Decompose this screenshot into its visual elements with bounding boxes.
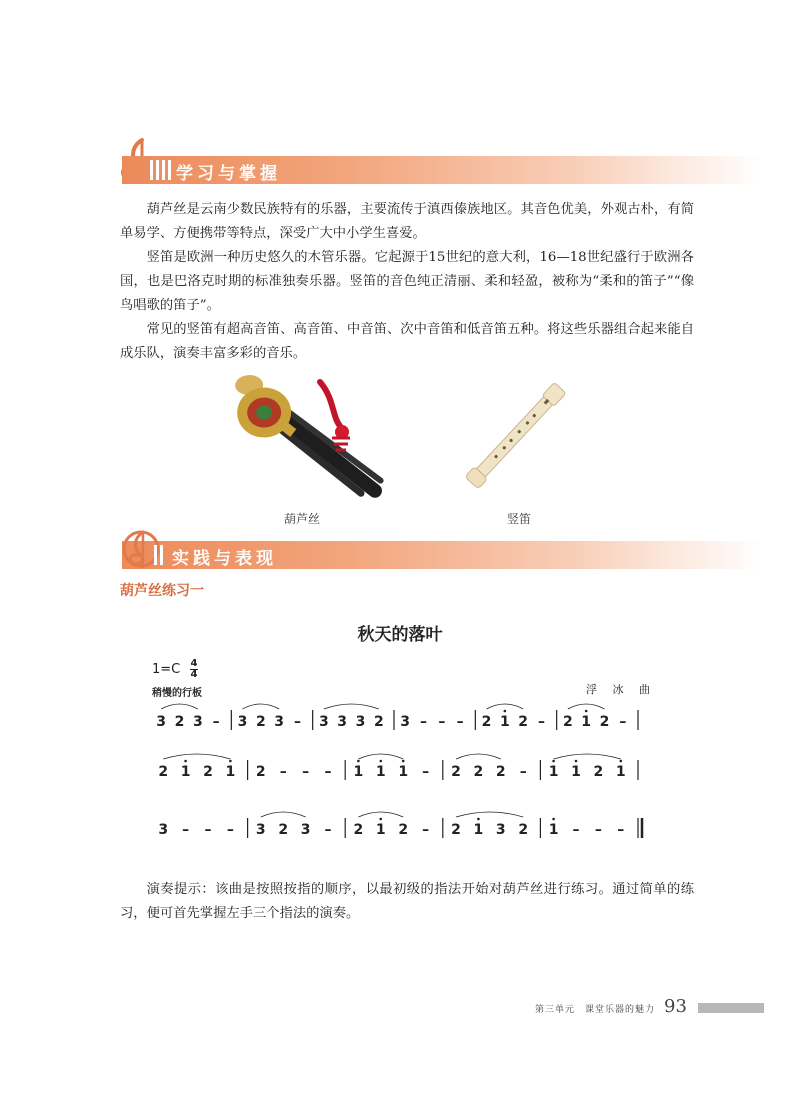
slur — [487, 704, 524, 709]
note: 1 — [375, 764, 386, 780]
section-title: 实践与表现 — [172, 549, 277, 569]
note: 1 — [548, 764, 559, 780]
slur — [456, 754, 501, 759]
note: 3 — [274, 714, 285, 730]
dash-note: – — [420, 714, 427, 730]
note: 2 — [158, 764, 169, 780]
note: 2 — [473, 764, 484, 780]
dash-note: – — [422, 822, 430, 838]
dash-note: – — [617, 822, 625, 838]
note: 1 — [571, 764, 581, 780]
note: 1 — [473, 822, 484, 838]
note: 2 — [255, 714, 266, 730]
slur — [261, 812, 306, 817]
note: 3 — [156, 714, 167, 730]
note: 1 — [615, 764, 626, 780]
dash-note: – — [538, 714, 545, 730]
performance-hint: 演奏提示：该曲是按照按指的顺序，以最初级的指法开始对葫芦丝进行练习。通过简单的练习，便可首先掌握左手三个指法的演奏。 — [120, 882, 694, 921]
tempo-marking: 稍慢的行板 — [152, 688, 202, 699]
song-title: 秋天的落叶 — [357, 625, 443, 645]
dash-note: – — [422, 764, 430, 780]
high-octave-dot — [357, 760, 360, 763]
slur — [163, 754, 230, 759]
high-octave-dot — [229, 760, 232, 763]
unit-label: 第三单元 课堂乐器的魅力 — [535, 1005, 656, 1015]
high-octave-dot — [380, 818, 383, 821]
slur — [358, 812, 403, 817]
time-denominator: 4 — [190, 669, 198, 680]
slur — [161, 704, 198, 709]
note: 3 — [318, 714, 329, 730]
high-octave-dot — [575, 760, 578, 763]
paragraph-hulusi: 葫芦丝是云南少数民族特有的乐器，主要流传于滇西傣族地区。其音色优美，外观古朴，有简单易学、方便携带等特点，深受广大中小学生喜爱。 — [120, 202, 694, 241]
note: 2 — [518, 714, 529, 730]
dash-note: – — [519, 764, 527, 780]
note: 3 — [400, 714, 411, 730]
note: 2 — [398, 822, 409, 838]
note: 3 — [255, 822, 266, 838]
high-octave-dot — [184, 760, 187, 763]
note: 3 — [158, 822, 169, 838]
note: 3 — [355, 714, 366, 730]
note: 2 — [255, 764, 266, 780]
dash-note: – — [438, 714, 446, 730]
note: 2 — [203, 764, 213, 780]
dash-note: – — [279, 764, 287, 780]
composer: 浮 冰 曲 — [586, 683, 656, 696]
note: 2 — [451, 822, 461, 838]
recorder-caption: 竖笛 — [507, 512, 532, 526]
note: 1 — [225, 764, 236, 780]
high-octave-dot — [477, 818, 480, 821]
slur — [554, 754, 621, 759]
high-octave-dot — [380, 760, 383, 763]
note: 1 — [180, 764, 191, 780]
high-octave-dot — [402, 760, 405, 763]
note: 2 — [174, 714, 185, 730]
note: 2 — [593, 764, 604, 780]
dash-note: – — [226, 822, 234, 838]
page-number: 93 — [664, 996, 687, 1017]
dash-note: – — [594, 822, 602, 838]
exercise-label: 葫芦丝练习一 — [120, 583, 204, 599]
time-numerator: 4 — [190, 658, 198, 669]
note: 2 — [481, 714, 492, 730]
key-signature: 1=C — [152, 662, 181, 677]
note: 2 — [278, 822, 289, 838]
hulusi-caption: 葫芦丝 — [284, 512, 321, 526]
note: 2 — [518, 822, 529, 838]
high-octave-dot — [552, 818, 555, 821]
paragraph-recorder-types: 常见的竖笛有超高音笛、高音笛、中音笛、次中音笛和低音笛五种。将这些乐器组合起来能自成乐队，演奏丰富多彩的音乐。 — [120, 322, 694, 361]
slur — [456, 812, 523, 817]
high-octave-dot — [585, 710, 588, 713]
note: 1 — [375, 822, 386, 838]
page-bar — [698, 1003, 764, 1013]
dash-note: – — [182, 822, 190, 838]
slur — [358, 754, 403, 759]
note: 1 — [581, 714, 592, 730]
note: 2 — [451, 764, 461, 780]
dash-note: – — [572, 822, 580, 838]
note: 2 — [373, 714, 384, 730]
slur — [243, 704, 280, 709]
note: 2 — [353, 822, 364, 838]
dash-note: – — [324, 822, 332, 838]
note: 3 — [300, 822, 311, 838]
note: 1 — [499, 714, 510, 730]
note: 3 — [192, 714, 203, 730]
note: 1 — [353, 764, 364, 780]
note: 2 — [599, 714, 610, 730]
dash-note: – — [204, 822, 212, 838]
dash-note: – — [456, 714, 464, 730]
high-octave-dot — [552, 760, 555, 763]
note: 2 — [495, 764, 506, 780]
dash-note: – — [324, 764, 332, 780]
note: 1 — [398, 764, 409, 780]
dash-note: – — [212, 714, 220, 730]
high-octave-dot — [504, 710, 507, 713]
slur — [568, 704, 605, 709]
note: 3 — [495, 822, 506, 838]
note: 1 — [548, 822, 559, 838]
section-title: 学习与掌握 — [176, 164, 281, 184]
slur — [324, 704, 379, 709]
dash-note: – — [294, 714, 301, 730]
note: 2 — [562, 714, 573, 730]
dash-note: – — [619, 714, 627, 730]
note: 3 — [337, 714, 348, 730]
high-octave-dot — [620, 760, 623, 763]
dash-note: – — [302, 764, 310, 780]
paragraph-recorder: 竖笛是欧洲一种历史悠久的木管乐器。它起源于15世纪的意大利，16—18世纪盛行于欧洲各国，也是巴洛克时期的标准独奏乐器。竖笛的音色纯正清丽、柔和轻盈，被称为“柔和的笛子”“像鸟唱歌的笛子”。 — [120, 250, 694, 313]
note: 3 — [237, 714, 248, 730]
